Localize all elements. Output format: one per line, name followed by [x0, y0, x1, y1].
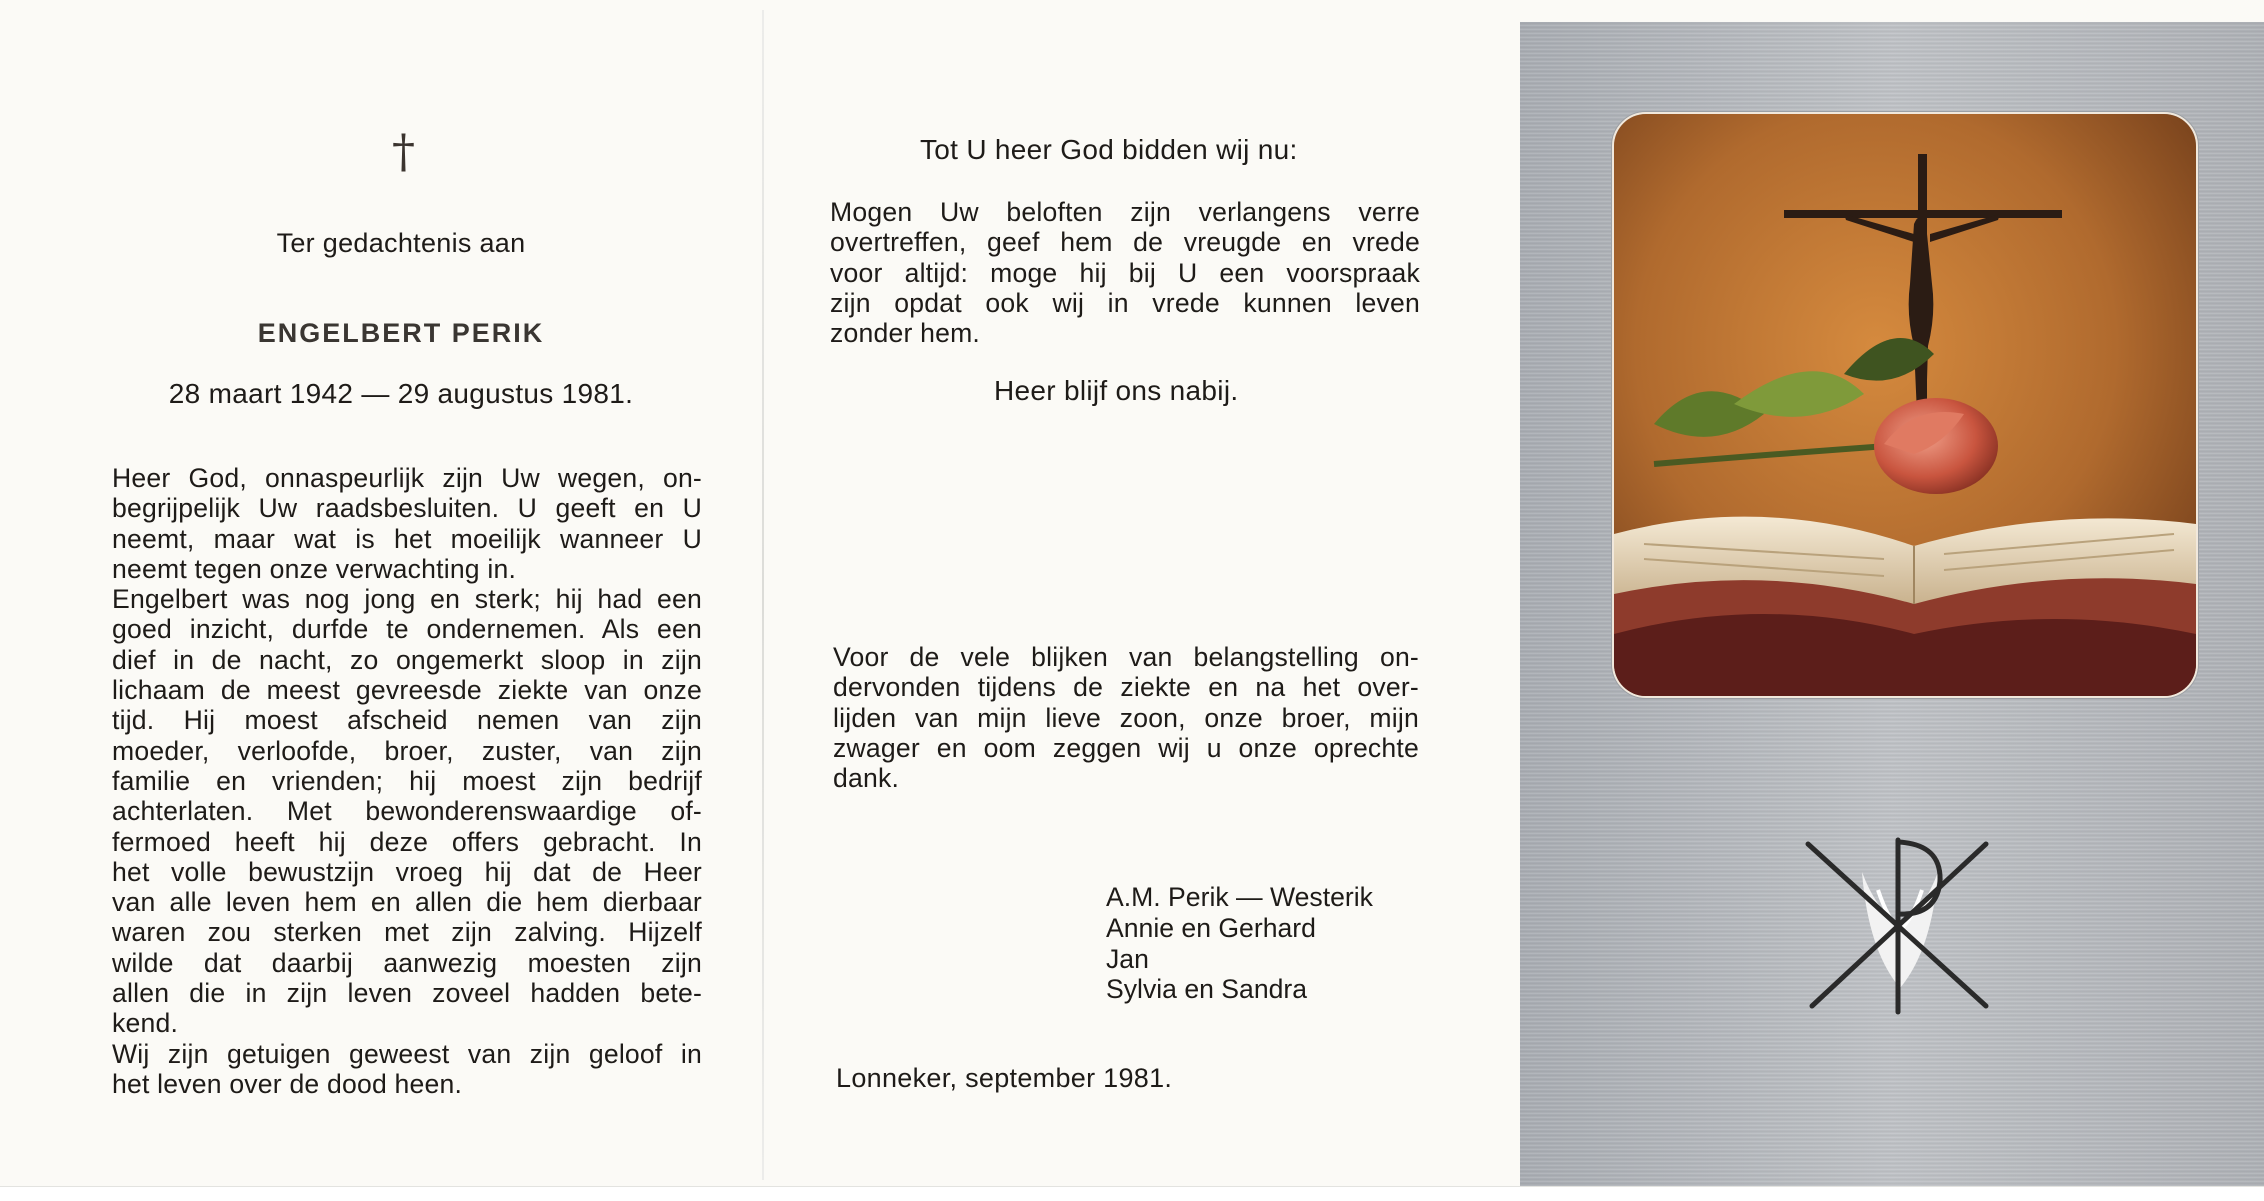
text-line: Mogen Uw beloften zijn verlangens verre: [830, 197, 1420, 227]
text-line: Engelbert was nog jong en sterk; hij had een: [112, 584, 702, 615]
cover-panel: [1520, 22, 2264, 1190]
text-line: overtreffen, geef hem de vreugde en vrede: [830, 227, 1420, 258]
life-dates: 28 maart 1942 — 29 augustus 1981.: [168, 378, 634, 409]
text-line: het leven over de dood heen.: [112, 1068, 463, 1099]
fold-line: [762, 10, 764, 1180]
prayer-closing: Heer blijf ons nabij.: [994, 375, 1239, 406]
deceased-name: ENGELBERT PERIK: [257, 318, 545, 348]
text-line: waren zou sterken met zijn zalving. Hijzelf: [112, 917, 702, 948]
prayer-text: [830, 197, 1420, 348]
signer: Jan: [1106, 943, 1149, 974]
text-line: neemt tegen onze verwachting in.: [112, 553, 517, 584]
signer: Annie en Gerhard: [1106, 912, 1316, 943]
signers-list: [1106, 882, 1373, 1005]
text-line: moeder, verloofde, broer, zuster, van zijn: [112, 735, 702, 766]
text-line: Wij zijn getuigen geweest van zijn geloof in: [112, 1038, 702, 1069]
signer: Sylvia en Sandra: [1106, 974, 1308, 1005]
text-line: lijden van mijn lieve zoon, onze broer, mijn: [833, 702, 1419, 733]
text-line: zwager en oom zeggen wij u onze oprechte: [833, 732, 1419, 763]
text-line: dervonden tijdens de ziekte en na het over-: [833, 672, 1419, 703]
text-line: dank.: [833, 763, 900, 794]
chi-rho-icon: [1790, 830, 2010, 1025]
intro-text: Ter gedachtenis aan: [276, 228, 526, 258]
cross-icon: †: [392, 124, 415, 178]
text-line: kend.: [112, 1008, 179, 1039]
place-date: Lonneker, september 1981.: [836, 1063, 1173, 1093]
text-line: wilde dat daarbij aanwezig moesten zijn: [112, 947, 702, 978]
text-line: zonder hem.: [830, 318, 981, 349]
prayer-title: Tot U heer God bidden wij nu:: [920, 134, 1298, 165]
text-line: het volle bewustzijn vroeg hij dat de Heer: [112, 856, 702, 887]
text-line: Heer God, onnaspeurlijk zijn Uw wegen, on-: [112, 463, 702, 493]
text-line: zijn opdat ook wij in vrede kunnen leven: [830, 287, 1420, 318]
card-edge: [0, 1186, 2264, 1201]
text-line: tijd. Hij moest afscheid nemen van zijn: [112, 705, 702, 736]
text-line: allen die in zijn leven zoveel hadden bete-: [112, 978, 702, 1009]
text-line: dief in de nacht, zo ongemerkt sloop in zijn: [112, 644, 702, 675]
text-line: achterlaten. Met bewonderenswaardige of-: [112, 796, 702, 827]
text-line: fermoed heeft hij deze offers gebracht. In: [112, 826, 702, 857]
text-line: van alle leven hem en allen die hem dierbaar: [112, 887, 702, 918]
signer: A.M. Perik — Westerik: [1106, 882, 1373, 912]
crucifix-rose-photo: [1612, 112, 2198, 698]
text-line: familie en vrienden; hij moest zijn bedrijf: [112, 765, 702, 796]
text-line: Voor de vele blijken van belangstelling on-: [833, 642, 1419, 672]
thanks-text: [833, 642, 1419, 793]
text-line: neemt, maar wat is het moeilijk wanneer U: [112, 523, 702, 554]
text-line: voor altijd: moge hij bij U een voorspraak: [830, 257, 1420, 288]
text-line: lichaam de meest gevreesde ziekte van onze: [112, 675, 702, 706]
text-line: goed inzicht, durfde te ondernemen. Als een: [112, 614, 702, 645]
tribute-text: [112, 463, 702, 1099]
text-line: begrijpelijk Uw raadsbesluiten. U geeft en U: [112, 493, 702, 524]
